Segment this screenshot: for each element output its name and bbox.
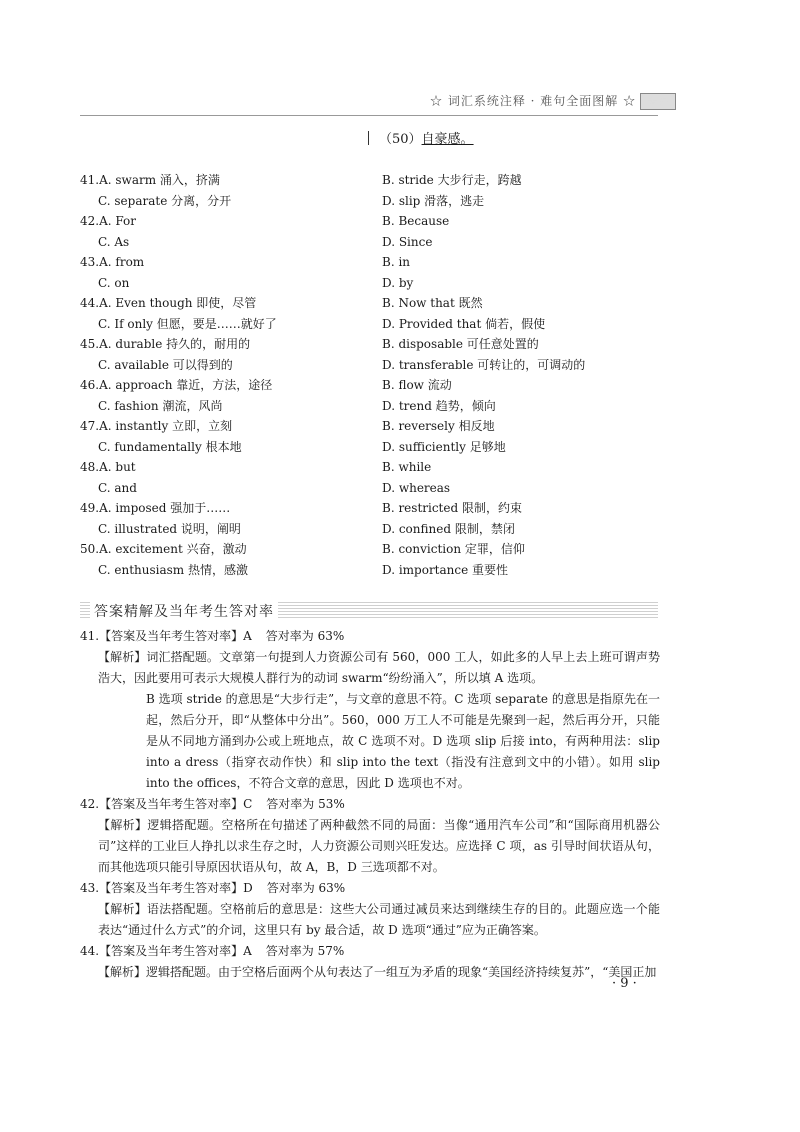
note-50 — [368, 128, 474, 147]
option-c: C. enthusiasm 热情，感激 — [98, 562, 248, 577]
option-row — [80, 355, 660, 376]
analysis — [80, 647, 660, 794]
analysis — [80, 815, 660, 878]
analysis — [80, 962, 660, 983]
option-a-text: A. from — [99, 255, 145, 269]
answers-list — [80, 626, 660, 983]
note-number: （50） — [379, 132, 422, 147]
option-b: B. stride 大步行走，跨越 — [382, 173, 522, 187]
analysis-text: 词汇搭配题。文章第一句提到人力资源公司有 560，000 工人，如此多的人早上去上班可谓声势浩大，因此要用可表示大规模人群行为的动词 swarm“纷纷涌入”，所以填 A 选项。 — [98, 650, 660, 685]
note-text: 自豪感。 — [421, 132, 474, 147]
option-row — [80, 334, 660, 355]
running-header-text: ☆ 词汇系统注释 · 难句全面图解 ☆ — [430, 94, 637, 108]
answer-label: 42.【答案及当年考生答对率】C — [80, 797, 253, 811]
option-a-text: A. Even though 即使，尽管 — [99, 296, 257, 310]
option-row — [80, 375, 660, 396]
analysis-text: 逻辑搭配题。由于空格后面两个从句表达了一组互为矛盾的现象“美国经济持续复苏”，“美国正加 — [146, 965, 657, 979]
option-b: B. disposable 可任意处置的 — [382, 337, 539, 351]
option-row — [80, 519, 660, 540]
option-d: D. importance 重要性 — [382, 562, 509, 577]
option-a-text: A. approach 靠近，方法，途径 — [99, 378, 273, 392]
options-list — [80, 170, 660, 580]
answer-block — [80, 626, 660, 794]
option-row — [80, 191, 660, 212]
option-row — [80, 273, 660, 294]
option-a — [80, 539, 247, 559]
option-d: D. slip 滑落，逃走 — [382, 193, 485, 208]
option-a-text: A. but — [99, 460, 136, 474]
analysis — [80, 899, 660, 941]
question-number: 46. — [80, 378, 100, 392]
option-a — [80, 416, 232, 436]
option-b: B. while — [382, 460, 432, 474]
question-number: 43. — [80, 255, 100, 269]
analysis-label: 【解析】 — [98, 965, 147, 979]
option-a-text: A. For — [99, 214, 137, 228]
option-d: D. transferable 可转让的，可调动的 — [382, 357, 586, 372]
option-row — [80, 252, 660, 273]
option-a — [80, 252, 144, 272]
analysis-text: 逻辑搭配题。空格所在句描述了两种截然不同的局面：当像“通用汽车公司”和“国际商用机器公司”这样的工业巨人挣扎以求生存之时，人力资源公司则兴旺发达。应选择 C 项，as 引导时间状语从句，而其他选项只能引导原因状语从句，故 A，B，D 三选项都不对。 — [98, 818, 660, 874]
option-row — [80, 314, 660, 335]
analysis-label: 【解析】 — [98, 818, 148, 832]
option-row — [80, 560, 660, 581]
option-row — [80, 170, 660, 191]
analysis-paragraph-2: B 选项 stride 的意思是“大步行走”，与文章的意思不符。C 选项 separate 的意思是指原先在一起，然后分开，即“从整体中分出”。560，000 万工人不可能是先聚到一起，然后再分开，只能是从不同地方涌到办公或上班地点，故 C 选项不对。D 选项 slip 后接 into，有两种用法：slip into a dress（指穿衣动作快）和 slip into the text（指没有注意到文中的小错）。如用 slip into the offices，不符合文章的意思，因此 D 选项也不对。 — [146, 692, 660, 790]
option-row — [80, 293, 660, 314]
answer-head — [80, 626, 660, 647]
question-number: 50. — [80, 542, 100, 556]
answer-block — [80, 878, 660, 941]
question-number: 49. — [80, 501, 100, 515]
option-c: C. illustrated 说明，阐明 — [98, 521, 241, 536]
question-number: 42. — [80, 214, 100, 228]
option-d: D. Since — [382, 234, 433, 249]
running-header — [430, 92, 676, 110]
option-b: B. restricted 限制，约束 — [382, 501, 522, 515]
answer-rate: 答对率为 53% — [266, 797, 345, 811]
option-row — [80, 437, 660, 458]
option-a — [80, 457, 136, 477]
option-a — [80, 170, 220, 190]
option-b: B. Now that 既然 — [382, 296, 483, 310]
analysis-label: 【解析】 — [98, 650, 147, 664]
option-b: B. conviction 定罪，信仰 — [382, 542, 525, 556]
question-number: 41. — [80, 173, 100, 187]
option-row — [80, 211, 660, 232]
analysis-label: 【解析】 — [98, 902, 147, 916]
option-a-text: A. instantly 立即，立刻 — [99, 419, 233, 433]
option-d: D. confined 限制，禁闭 — [382, 521, 515, 536]
question-number: 47. — [80, 419, 100, 433]
question-number: 48. — [80, 460, 100, 474]
option-row — [80, 396, 660, 417]
header-logo-box: 考研 — [640, 93, 676, 110]
answer-label: 43.【答案及当年考生答对率】D — [80, 881, 253, 895]
option-row — [80, 232, 660, 253]
question-number: 45. — [80, 337, 100, 351]
option-d: D. trend 趋势，倾向 — [382, 398, 496, 413]
option-c: C. available 可以得到的 — [98, 357, 233, 372]
option-c: C. If only 但愿，要是……就好了 — [98, 316, 277, 331]
option-c: C. separate 分离，分开 — [98, 193, 232, 208]
option-row — [80, 539, 660, 560]
option-c: C. and — [98, 480, 137, 495]
option-c: C. on — [98, 275, 130, 290]
answer-label: 41.【答案及当年考生答对率】A — [80, 629, 252, 643]
option-d: D. Provided that 倘若，假使 — [382, 316, 546, 331]
option-d: D. by — [382, 275, 414, 290]
answer-head — [80, 941, 660, 962]
analysis-text: 语法搭配题。空格前后的意思是：这些大公司通过减员来达到继续生存的目的。此题应选一个能表达“通过什么方式”的介词，这里只有 by 最合适，故 D 选项“通过”应为正确答案。 — [98, 902, 660, 937]
option-d: D. whereas — [382, 480, 451, 495]
option-row — [80, 457, 660, 478]
answer-rate: 答对率为 63% — [266, 881, 346, 895]
header-rule — [80, 115, 658, 116]
option-a — [80, 375, 272, 395]
option-a-text: A. excitement 兴奋，激动 — [99, 542, 247, 556]
answer-block — [80, 794, 660, 878]
note-bar — [368, 131, 369, 145]
option-row — [80, 416, 660, 437]
option-a — [80, 334, 250, 354]
answer-rate: 答对率为 63% — [265, 629, 345, 643]
option-d: D. sufficiently 足够地 — [382, 439, 506, 454]
option-c: C. As — [98, 234, 130, 249]
page-number: · 9 · — [612, 976, 637, 991]
option-b: B. Because — [382, 214, 450, 228]
option-c: C. fashion 潮流，风尚 — [98, 398, 223, 413]
option-a-text: A. imposed 强加于…… — [99, 501, 231, 515]
option-a-text: A. swarm 涌入，挤满 — [99, 173, 220, 187]
option-a — [80, 293, 256, 313]
option-c: C. fundamentally 根本地 — [98, 439, 242, 454]
answer-block — [80, 941, 660, 983]
answer-head — [80, 878, 660, 899]
section-title: 答案精解及当年考生答对率 — [90, 601, 278, 621]
answer-label: 44.【答案及当年考生答对率】A — [80, 944, 252, 958]
option-row — [80, 498, 660, 519]
option-b: B. in — [382, 255, 411, 269]
option-a — [80, 498, 230, 518]
answer-head — [80, 794, 660, 815]
option-row — [80, 478, 660, 499]
option-b: B. reversely 相反地 — [382, 419, 495, 433]
option-b: B. flow 流动 — [382, 378, 452, 392]
answer-rate: 答对率为 57% — [265, 944, 345, 958]
question-number: 44. — [80, 296, 100, 310]
option-a-text: A. durable 持久的，耐用的 — [99, 337, 251, 351]
option-a — [80, 211, 136, 231]
